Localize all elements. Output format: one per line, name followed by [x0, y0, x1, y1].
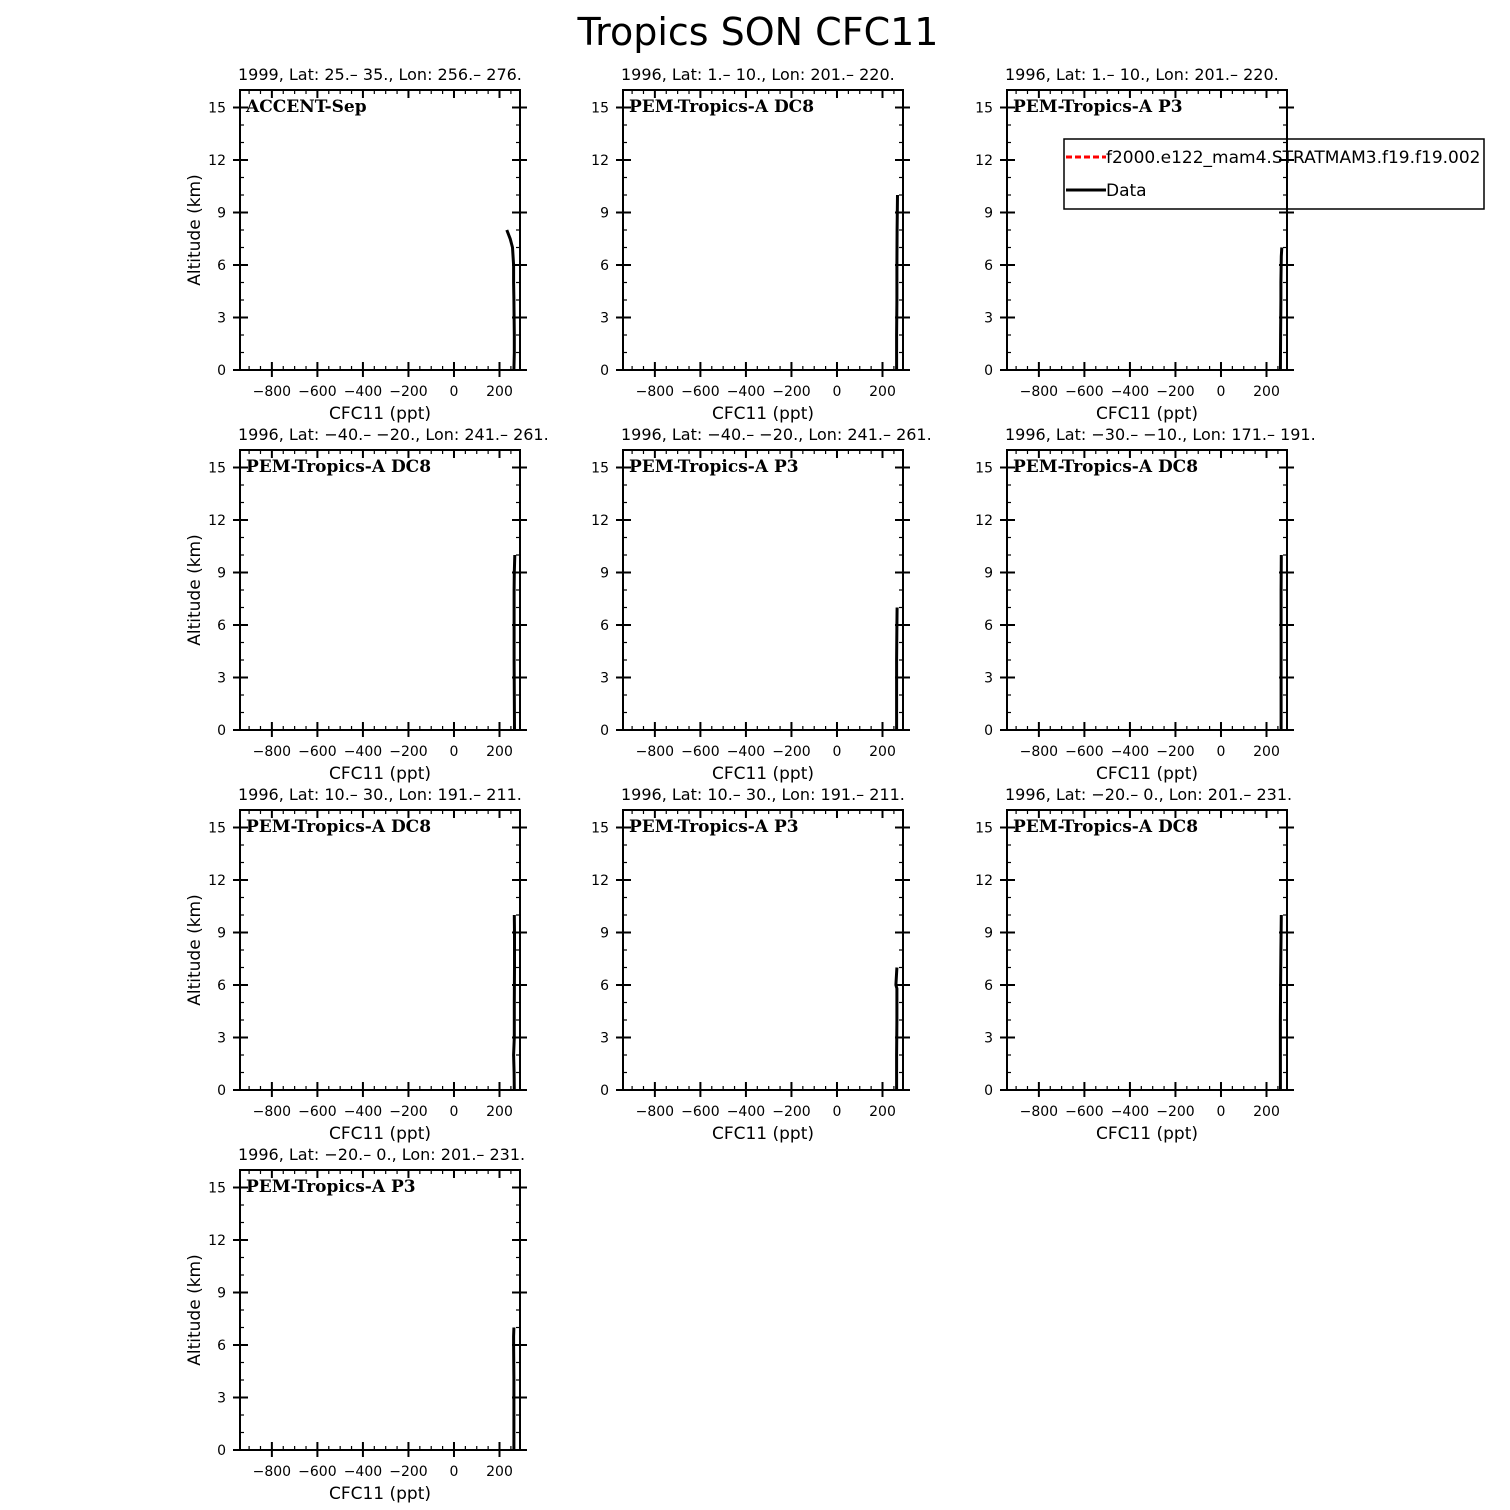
x-tick-label: 200 [869, 744, 896, 760]
y-tick-label: 0 [217, 723, 226, 739]
x-tick-label: 0 [1216, 1104, 1226, 1120]
series-line-data [1280, 915, 1281, 1090]
y-tick-label: 15 [208, 1180, 226, 1197]
panel-title: 1996, Lat: 10.– 30., Lon: 191.– 211. [238, 785, 522, 804]
y-tick-label: 0 [600, 1083, 609, 1099]
panel-title: 1996, Lat: 10.– 30., Lon: 191.– 211. [621, 785, 905, 804]
x-tick-label: 0 [449, 1104, 459, 1120]
y-tick-label: 12 [208, 1233, 226, 1249]
x-tick-label: −800 [252, 1464, 292, 1480]
x-tick-label: −600 [1065, 1104, 1104, 1120]
x-tick-label: −600 [681, 744, 720, 760]
x-tick-label: −600 [298, 1464, 337, 1480]
series-line-data [514, 555, 515, 730]
plot-frame [240, 1170, 520, 1450]
series-line-data [514, 915, 515, 1090]
y-tick-label: 3 [984, 1030, 993, 1047]
y-tick-label: 12 [208, 873, 226, 889]
plot-frame [623, 90, 903, 370]
y-tick-label: 15 [975, 820, 993, 837]
plot-frame [1007, 450, 1287, 730]
x-axis-label: CFC11 (ppt) [1095, 1124, 1199, 1144]
panel-title: 1996, Lat: −40.– −20., Lon: 241.– 261. [238, 425, 549, 444]
x-tick-label: 0 [449, 744, 459, 760]
x-tick-label: 200 [486, 744, 513, 760]
y-tick-label: 6 [984, 618, 993, 634]
y-tick-label: 9 [600, 205, 609, 222]
x-tick-label: 0 [832, 384, 842, 400]
x-tick-label: −200 [389, 1104, 428, 1120]
x-tick-label: −200 [389, 1464, 428, 1480]
x-tick-label: −200 [389, 384, 428, 400]
x-axis-label: CFC11 (ppt) [328, 764, 432, 784]
x-tick-label: −600 [298, 744, 337, 760]
y-tick-label: 3 [600, 310, 609, 327]
plot-frame [1007, 90, 1287, 370]
x-tick-label: −200 [1156, 384, 1195, 400]
y-tick-label: 3 [217, 1390, 226, 1407]
legend [1064, 139, 1484, 209]
plot-frame [623, 810, 903, 1090]
x-tick-label: −800 [252, 384, 292, 400]
y-tick-label: 15 [975, 460, 993, 477]
x-axis-label: CFC11 (ppt) [328, 1484, 432, 1504]
y-tick-label: 6 [217, 258, 226, 274]
y-tick-label: 12 [975, 873, 993, 889]
x-tick-label: −800 [635, 384, 675, 400]
panel-6 [975, 425, 1316, 784]
x-tick-label: −800 [1019, 1104, 1059, 1120]
y-tick-label: 3 [217, 310, 226, 327]
y-tick-label: 12 [975, 153, 993, 169]
x-tick-label: 200 [869, 384, 896, 400]
y-tick-label: 3 [217, 670, 226, 687]
y-tick-label: 3 [600, 1030, 609, 1047]
x-axis-label: CFC11 (ppt) [1095, 404, 1199, 424]
x-tick-label: 200 [1253, 744, 1280, 760]
y-tick-label: 3 [217, 1030, 226, 1047]
series-line-data [897, 195, 898, 370]
x-tick-label: −600 [681, 1104, 720, 1120]
y-tick-label: 15 [975, 100, 993, 117]
x-tick-label: 200 [869, 1104, 896, 1120]
y-tick-label: 9 [600, 925, 609, 942]
panel-title: 1996, Lat: 1.– 10., Lon: 201.– 220. [621, 65, 895, 84]
y-tick-label: 6 [600, 258, 609, 274]
panel-title: 1996, Lat: −20.– 0., Lon: 201.– 231. [238, 1145, 526, 1164]
x-tick-label: −400 [726, 384, 766, 400]
y-axis-label: Altitude (km) [185, 1254, 205, 1366]
legend-label: f2000.e122_mam4.STRATMAM3.f19.f19.002 [1106, 148, 1481, 168]
y-tick-label: 3 [984, 310, 993, 327]
panel-title: 1996, Lat: −40.– −20., Lon: 241.– 261. [621, 425, 932, 444]
y-axis-label: Altitude (km) [185, 894, 205, 1006]
x-tick-label: −800 [252, 744, 292, 760]
x-tick-label: −600 [298, 384, 337, 400]
panel-3 [975, 65, 1294, 424]
series-line-data [896, 968, 897, 1091]
panel-4 [185, 425, 549, 784]
x-tick-label: −400 [1110, 1104, 1150, 1120]
series-line-data [1280, 248, 1281, 371]
campaign-label: PEM-Tropics-A P3 [629, 457, 799, 477]
y-tick-label: 12 [208, 153, 226, 169]
panel-9 [975, 785, 1294, 1144]
plot-frame [240, 810, 520, 1090]
x-tick-label: −400 [1110, 744, 1150, 760]
y-tick-label: 9 [984, 205, 993, 222]
x-tick-label: 200 [486, 384, 513, 400]
panel-7 [185, 785, 527, 1144]
plot-frame [240, 90, 520, 370]
x-tick-label: −400 [726, 744, 766, 760]
panel-2 [591, 65, 910, 424]
x-tick-label: −600 [298, 1104, 337, 1120]
x-tick-label: 200 [1253, 1104, 1280, 1120]
x-tick-label: −800 [635, 1104, 675, 1120]
x-tick-label: −400 [343, 1104, 383, 1120]
plot-frame [1007, 810, 1287, 1090]
plot-frame [623, 450, 903, 730]
y-tick-label: 12 [591, 153, 609, 169]
y-tick-label: 9 [217, 925, 226, 942]
x-axis-label: CFC11 (ppt) [711, 1124, 815, 1144]
x-tick-label: −200 [1156, 744, 1195, 760]
y-tick-label: 15 [208, 820, 226, 837]
x-tick-label: −400 [726, 1104, 766, 1120]
x-axis-label: CFC11 (ppt) [711, 404, 815, 424]
series-line-data [897, 608, 898, 731]
x-tick-label: −200 [772, 384, 811, 400]
x-tick-label: 200 [1253, 384, 1280, 400]
x-tick-label: 0 [449, 384, 459, 400]
x-axis-label: CFC11 (ppt) [328, 1124, 432, 1144]
x-tick-label: −800 [1019, 384, 1059, 400]
y-tick-label: 15 [591, 820, 609, 837]
panel-title: 1999, Lat: 25.– 35., Lon: 256.– 276. [238, 65, 522, 84]
y-tick-label: 6 [600, 978, 609, 994]
y-tick-label: 9 [984, 925, 993, 942]
y-axis-label: Altitude (km) [185, 534, 205, 646]
y-tick-label: 9 [217, 1285, 226, 1302]
campaign-label: PEM-Tropics-A DC8 [246, 457, 432, 477]
panels-group [185, 65, 1316, 1504]
figure-title: Tropics SON CFC11 [577, 10, 939, 54]
campaign-label: PEM-Tropics-A DC8 [246, 817, 432, 837]
x-axis-label: CFC11 (ppt) [328, 404, 432, 424]
x-tick-label: 0 [832, 744, 842, 760]
panel-title: 1996, Lat: −20.– 0., Lon: 201.– 231. [1005, 785, 1293, 804]
x-tick-label: −600 [681, 384, 720, 400]
y-tick-label: 3 [984, 670, 993, 687]
x-tick-label: −400 [1110, 384, 1150, 400]
y-tick-label: 3 [600, 670, 609, 687]
x-tick-label: 0 [832, 1104, 842, 1120]
y-tick-label: 15 [591, 100, 609, 117]
panel-10 [185, 1145, 527, 1504]
x-tick-label: −600 [1065, 384, 1104, 400]
series-line-data [507, 230, 515, 370]
panel-5 [591, 425, 932, 784]
y-tick-label: 6 [984, 978, 993, 994]
campaign-label: PEM-Tropics-A DC8 [1013, 457, 1199, 477]
y-tick-label: 9 [217, 565, 226, 582]
y-tick-label: 0 [984, 723, 993, 739]
y-tick-label: 12 [975, 513, 993, 529]
y-tick-label: 0 [984, 363, 993, 379]
y-tick-label: 6 [984, 258, 993, 274]
x-tick-label: −600 [1065, 744, 1104, 760]
campaign-label: PEM-Tropics-A DC8 [1013, 817, 1199, 837]
y-tick-label: 12 [591, 873, 609, 889]
y-tick-label: 6 [217, 618, 226, 634]
campaign-label: PEM-Tropics-A P3 [1013, 97, 1183, 117]
y-tick-label: 0 [984, 1083, 993, 1099]
x-axis-label: CFC11 (ppt) [711, 764, 815, 784]
y-tick-label: 9 [600, 565, 609, 582]
x-tick-label: −400 [343, 384, 383, 400]
x-axis-label: CFC11 (ppt) [1095, 764, 1199, 784]
x-tick-label: −800 [635, 744, 675, 760]
y-tick-label: 12 [591, 513, 609, 529]
x-tick-label: −200 [772, 744, 811, 760]
y-tick-label: 15 [208, 100, 226, 117]
x-tick-label: −200 [389, 744, 428, 760]
y-tick-label: 15 [208, 460, 226, 477]
y-tick-label: 0 [600, 723, 609, 739]
y-tick-label: 12 [208, 513, 226, 529]
x-tick-label: −200 [772, 1104, 811, 1120]
x-tick-label: 200 [486, 1464, 513, 1480]
campaign-label: ACCENT-Sep [246, 97, 367, 117]
x-tick-label: 0 [1216, 744, 1226, 760]
panel-title: 1996, Lat: −30.– −10., Lon: 171.– 191. [1005, 425, 1316, 444]
x-tick-label: −200 [1156, 1104, 1195, 1120]
panel-1 [185, 65, 527, 424]
y-tick-label: 0 [600, 363, 609, 379]
y-tick-label: 0 [217, 1443, 226, 1459]
x-tick-label: −800 [1019, 744, 1059, 760]
x-tick-label: −400 [343, 1464, 383, 1480]
x-tick-label: 0 [1216, 384, 1226, 400]
y-tick-label: 9 [984, 565, 993, 582]
y-tick-label: 0 [217, 363, 226, 379]
y-tick-label: 6 [217, 978, 226, 994]
x-tick-label: 0 [449, 1464, 459, 1480]
y-tick-label: 15 [591, 460, 609, 477]
panel-8 [591, 785, 910, 1144]
campaign-label: PEM-Tropics-A DC8 [629, 97, 815, 117]
legend-label: Data [1106, 181, 1147, 201]
y-tick-label: 9 [217, 205, 226, 222]
plot-frame [240, 450, 520, 730]
y-tick-label: 0 [217, 1083, 226, 1099]
y-tick-label: 6 [600, 618, 609, 634]
campaign-label: PEM-Tropics-A P3 [246, 1177, 416, 1197]
x-tick-label: 200 [486, 1104, 513, 1120]
x-tick-label: −800 [252, 1104, 292, 1120]
x-tick-label: −400 [343, 744, 383, 760]
campaign-label: PEM-Tropics-A P3 [629, 817, 799, 837]
y-axis-label: Altitude (km) [185, 174, 205, 286]
y-tick-label: 6 [217, 1338, 226, 1354]
panel-title: 1996, Lat: 1.– 10., Lon: 201.– 220. [1005, 65, 1279, 84]
